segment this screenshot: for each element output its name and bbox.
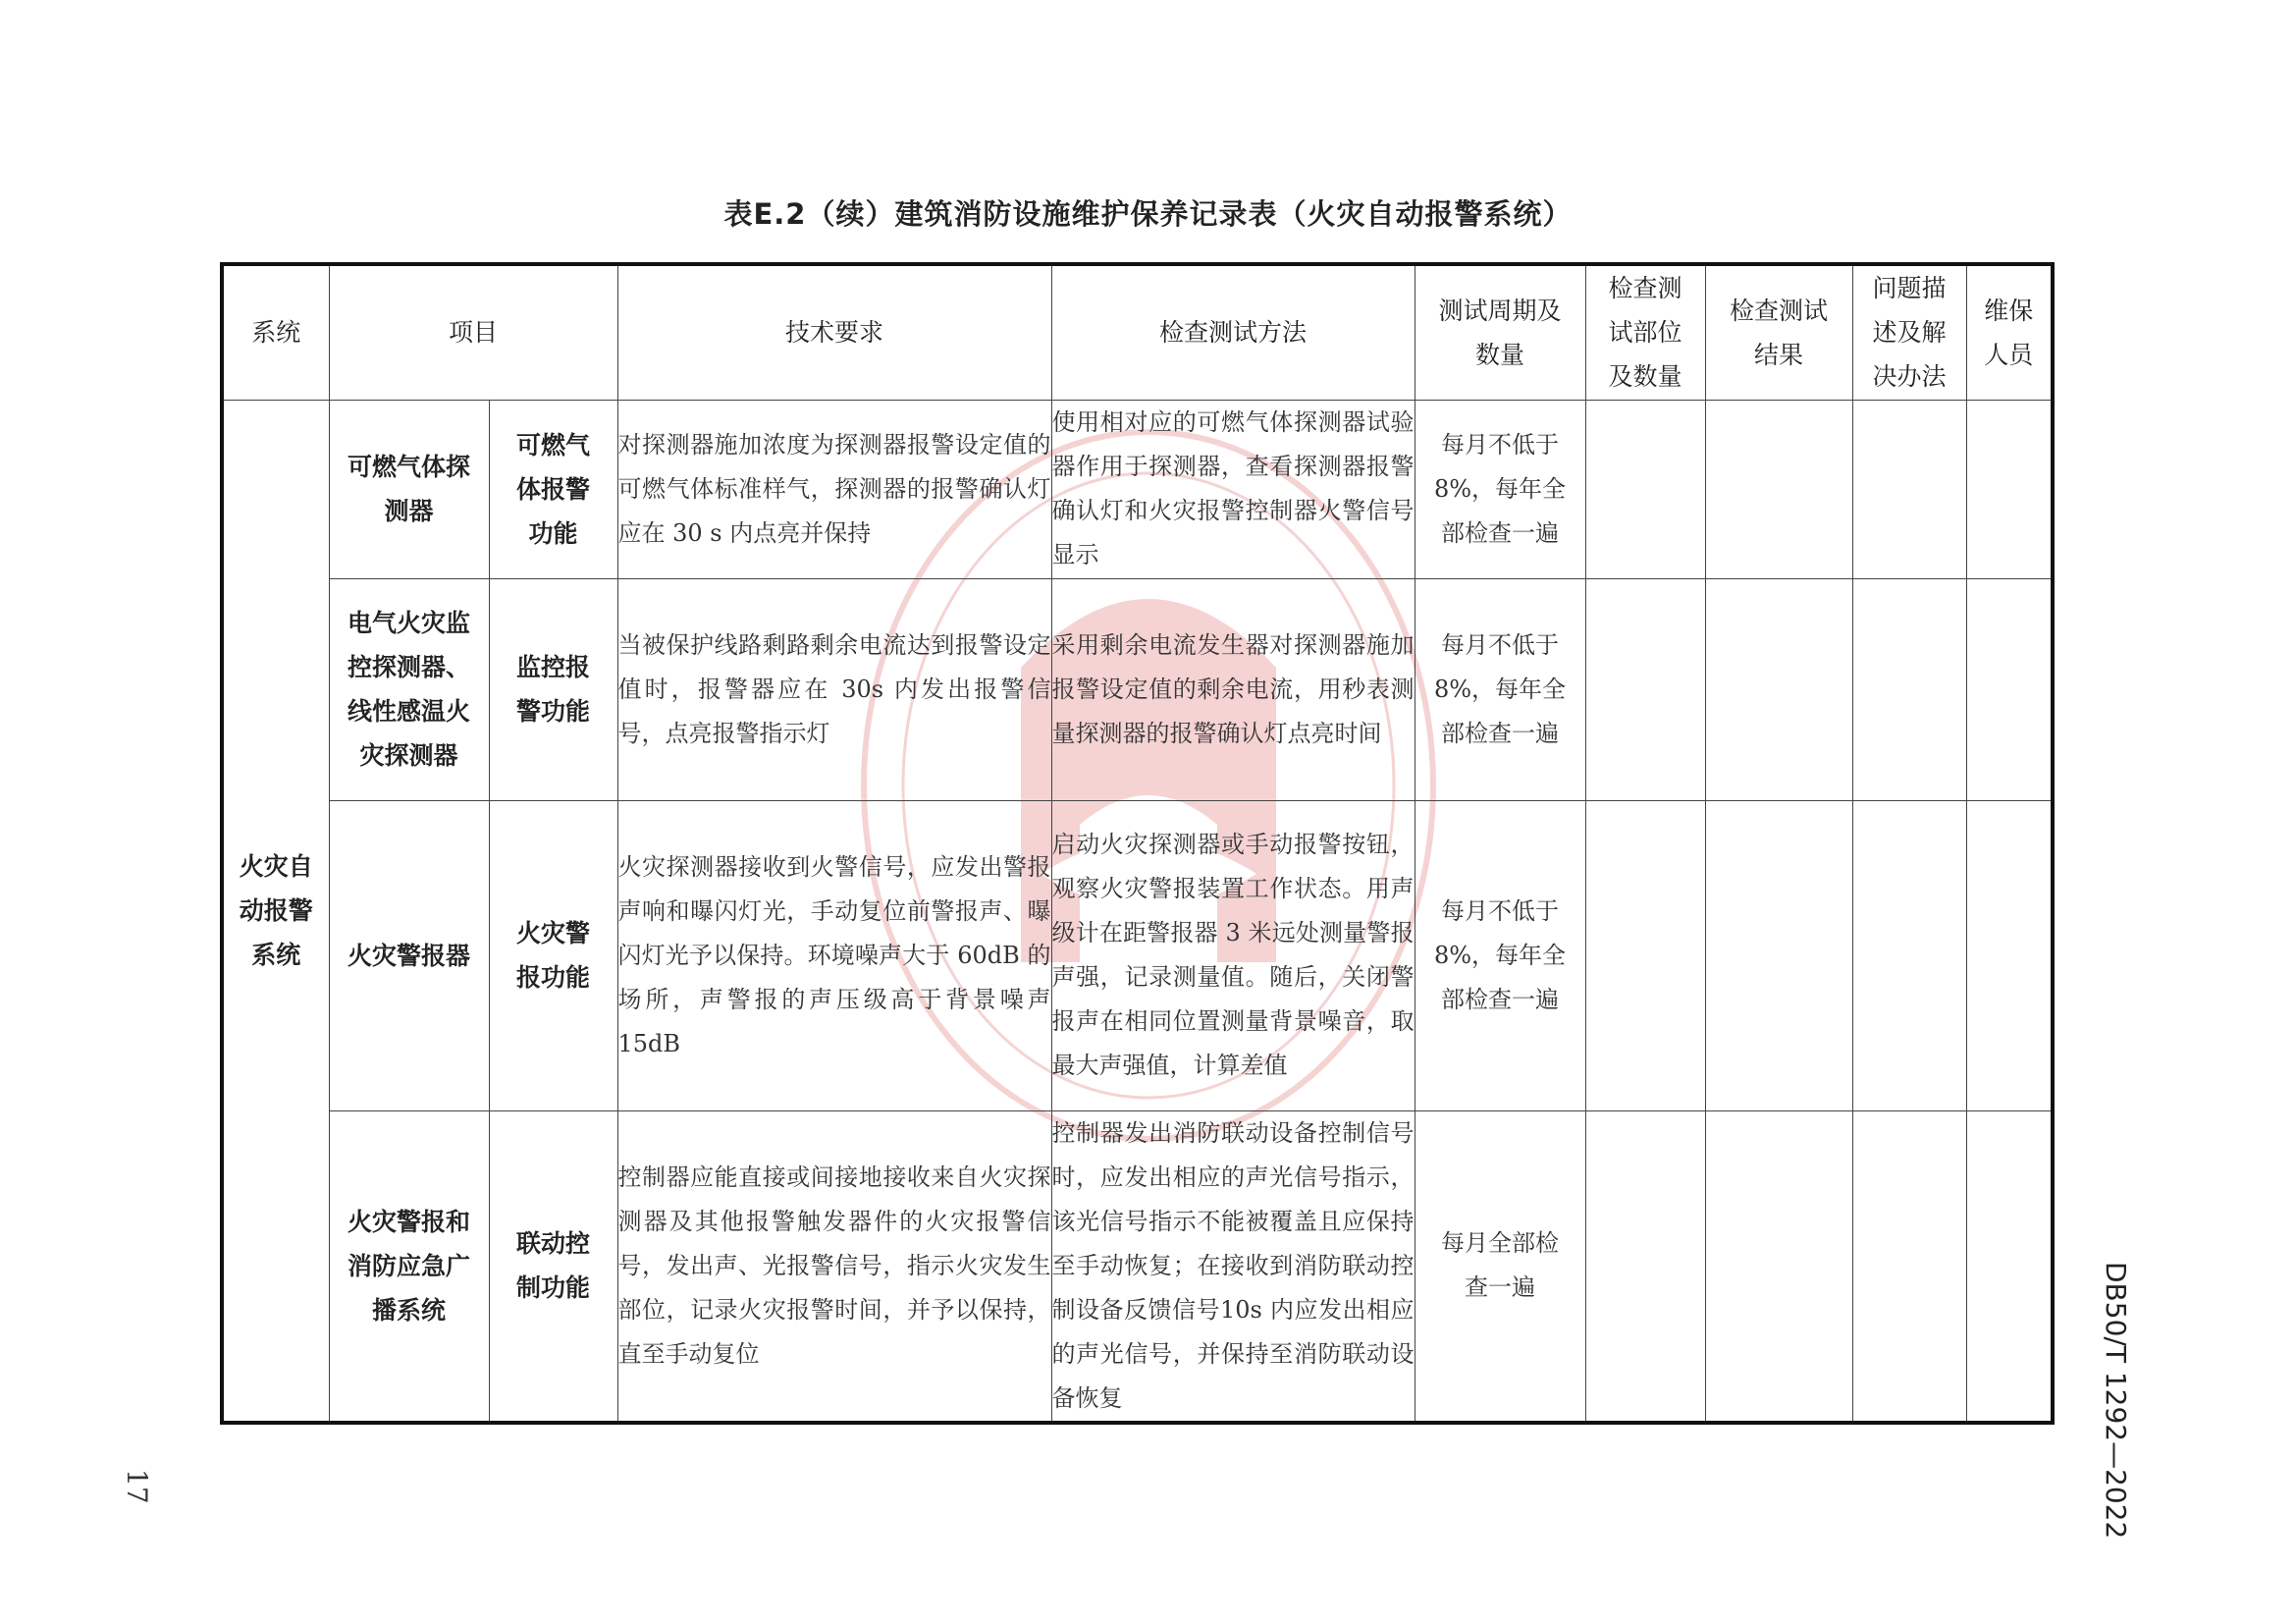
staff-cell[interactable] <box>1966 1110 2053 1423</box>
result-cell[interactable] <box>1705 800 1852 1110</box>
sub-item-cell: 火灾警报功能 <box>489 800 617 1110</box>
staff-cell[interactable] <box>1966 800 2053 1110</box>
header-tech: 技术要求 <box>617 264 1051 400</box>
method-cell: 控制器发出消防联动设备控制信号时，应发出相应的声光信号指示，该光信号指示不能被覆盖且应保持至手动恢复；在接收到消防联动控制设备反馈信号10s 内应发出相应的声光信号，并保持至消防联动设备恢复 <box>1051 1110 1415 1423</box>
table-title: 表E.2（续）建筑消防设施维护保养记录表（火灾自动报警系统） <box>723 197 1573 231</box>
system-name-cell: 火灾自动报警系统 <box>222 400 329 1423</box>
item-cell: 电气火灾监控探测器、线性感温火灾探测器 <box>329 578 489 800</box>
tech-cell: 当被保护线路剩路剩余电流达到报警设定值时，报警器应在 30s 内发出报警信号，点亮报警指示灯 <box>617 578 1051 800</box>
method-cell: 使用相对应的可燃气体探测器试验器作用于探测器，查看探测器报警确认灯和火灾报警控制器火警信号显示 <box>1051 400 1415 578</box>
cycle-cell: 每月不低于8%，每年全部检查一遍 <box>1415 800 1585 1110</box>
result-cell[interactable] <box>1705 578 1852 800</box>
header-result: 检查测试结果 <box>1705 264 1852 400</box>
cycle-cell: 每月不低于8%，每年全部检查一遍 <box>1415 578 1585 800</box>
sub-item-cell: 监控报警功能 <box>489 578 617 800</box>
item-cell: 可燃气体探测器 <box>329 400 489 578</box>
problem-cell[interactable] <box>1852 400 1966 578</box>
problem-cell[interactable] <box>1852 578 1966 800</box>
table-row <box>222 400 2053 578</box>
tech-cell: 火灾探测器接收到火警信号，应发出警报声响和曝闪灯光，手动复位前警报声、曝闪灯光予以保持。环境噪声大于 60dB 的场所，声警报的声压级高于背景噪声 15dB <box>617 800 1051 1110</box>
page-number: 17 <box>121 1469 153 1504</box>
location-cell[interactable] <box>1585 400 1705 578</box>
cycle-cell: 每月不低于8%，每年全部检查一遍 <box>1415 400 1585 578</box>
cycle-cell: 每月全部检查一遍 <box>1415 1110 1585 1423</box>
problem-cell[interactable] <box>1852 1110 1966 1423</box>
item-cell: 火灾警报和消防应急广播系统 <box>329 1110 489 1423</box>
staff-cell[interactable] <box>1966 578 2053 800</box>
method-cell: 启动火灾探测器或手动报警按钮，观察火灾警报装置工作状态。用声级计在距警报器 3 米远处测量警报声强，记录测量值。随后，关闭警报声在相同位置测量背景噪音，取最大声强值，计算差值 <box>1051 800 1415 1110</box>
header-staff: 维保人员 <box>1966 264 2053 400</box>
header-location: 检查测试部位及数量 <box>1585 264 1705 400</box>
header-cycle: 测试周期及数量 <box>1415 264 1585 400</box>
header-item: 项目 <box>329 264 617 400</box>
sub-item-cell: 可燃气体报警功能 <box>489 400 617 578</box>
table-row <box>222 1110 2053 1423</box>
location-cell[interactable] <box>1585 1110 1705 1423</box>
table-row <box>222 800 2053 1110</box>
document-code: DB50/T 1292—2022 <box>2100 1262 2132 1540</box>
location-cell[interactable] <box>1585 578 1705 800</box>
item-cell: 火灾警报器 <box>329 800 489 1110</box>
sub-item-cell: 联动控制功能 <box>489 1110 617 1423</box>
header-method: 检查测试方法 <box>1051 264 1415 400</box>
header-problem: 问题描述及解决办法 <box>1852 264 1966 400</box>
header-row <box>222 264 2053 400</box>
result-cell[interactable] <box>1705 400 1852 578</box>
table-row <box>222 578 2053 800</box>
staff-cell[interactable] <box>1966 400 2053 578</box>
maintenance-record-table <box>220 262 2055 1425</box>
result-cell[interactable] <box>1705 1110 1852 1423</box>
tech-cell: 控制器应能直接或间接地接收来自火灾探测器及其他报警触发器件的火灾报警信号，发出声、光报警信号，指示火灾发生部位，记录火灾报警时间，并予以保持，直至手动复位 <box>617 1110 1051 1423</box>
header-system: 系统 <box>222 264 329 400</box>
method-cell: 采用剩余电流发生器对探测器施加报警设定值的剩余电流，用秒表测量探测器的报警确认灯点亮时间 <box>1051 578 1415 800</box>
location-cell[interactable] <box>1585 800 1705 1110</box>
tech-cell: 对探测器施加浓度为探测器报警设定值的可燃气体标准样气，探测器的报警确认灯应在 30 s 内点亮并保持 <box>617 400 1051 578</box>
problem-cell[interactable] <box>1852 800 1966 1110</box>
